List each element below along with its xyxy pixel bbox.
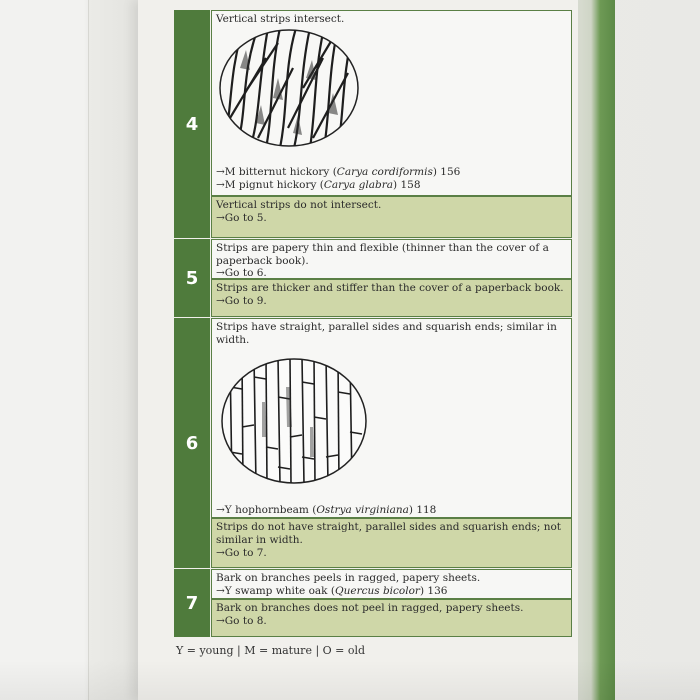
step-5-option-a bbox=[211, 239, 572, 279]
step-number-4: 4 bbox=[174, 10, 210, 238]
step-7-option-b bbox=[211, 599, 572, 637]
step-6-option-b bbox=[211, 518, 572, 568]
step-5a-text-2: paperback book). bbox=[216, 255, 309, 267]
left-page-edge bbox=[88, 0, 141, 700]
step-6a-text-1: Strips have straight, parallel sides and squarish ends; similar in bbox=[216, 321, 557, 333]
step-4b-text: Vertical strips do not intersect. bbox=[216, 199, 382, 211]
step-7a-text: Bark on branches peels in ragged, papery sheets. bbox=[216, 572, 481, 584]
step-6a-result bbox=[216, 504, 436, 517]
latin-name: Carya cordiformis bbox=[336, 166, 433, 178]
step-4a-text: Vertical strips intersect. bbox=[216, 13, 345, 25]
result-prefix: →M pignut hickory ( bbox=[216, 179, 324, 191]
step-7b-text: Bark on branches does not peel in ragged, papery sheets. bbox=[216, 602, 524, 614]
result-prefix: →Y hophornbeam ( bbox=[216, 504, 317, 516]
latin-name: Ostrya virginiana bbox=[316, 504, 409, 516]
parallel-strips-bark-illustration bbox=[220, 357, 368, 485]
photo-shadow bbox=[0, 660, 700, 700]
step-6b-text-2: similar in width. bbox=[216, 534, 303, 546]
step-7b-goto: →Go to 8. bbox=[216, 615, 267, 627]
step-4a-result-1 bbox=[216, 166, 460, 179]
step-7a-result bbox=[216, 585, 567, 598]
latin-name: Quercus bicolor bbox=[334, 585, 420, 597]
step-6a-text-2: width. bbox=[216, 334, 250, 346]
result-page: ) 136 bbox=[419, 585, 448, 597]
step-4-option-b bbox=[211, 196, 572, 238]
step-4a-result-2 bbox=[216, 179, 460, 192]
step-6-option-a bbox=[211, 318, 572, 518]
step-5b-text: Strips are thicker and stiffer than the cover of a paperback book. bbox=[216, 282, 564, 294]
latin-name: Carya glabra bbox=[323, 179, 394, 191]
step-6b-text-1: Strips do not have straight, parallel sides and squarish ends; not bbox=[216, 521, 562, 533]
step-number-7: 7 bbox=[174, 569, 210, 637]
result-page: ) 118 bbox=[408, 504, 437, 516]
result-page: ) 158 bbox=[393, 179, 421, 191]
step-5-option-b bbox=[211, 279, 572, 317]
step-7-option-a bbox=[211, 569, 572, 599]
step-number-6: 6 bbox=[174, 318, 210, 568]
step-4-option-a bbox=[211, 10, 572, 196]
step-number-5: 5 bbox=[174, 239, 210, 317]
result-prefix: →Y swamp white oak ( bbox=[216, 585, 335, 597]
age-legend: Y = young | M = mature | O = old bbox=[176, 644, 366, 657]
step-6b-goto: →Go to 7. bbox=[216, 547, 267, 559]
step-5a-goto: →Go to 6. bbox=[216, 267, 267, 279]
step-5b-goto: →Go to 9. bbox=[216, 295, 267, 307]
result-page: ) 156 bbox=[432, 166, 461, 178]
result-prefix: →M bitternut hickory ( bbox=[216, 166, 337, 178]
step-5a-text-1: Strips are papery thin and flexible (thinner than the cover of a bbox=[216, 242, 549, 254]
step-4b-goto: →Go to 5. bbox=[216, 212, 267, 224]
intersecting-bark-illustration bbox=[218, 28, 360, 148]
identification-key-table bbox=[174, 10, 572, 637]
